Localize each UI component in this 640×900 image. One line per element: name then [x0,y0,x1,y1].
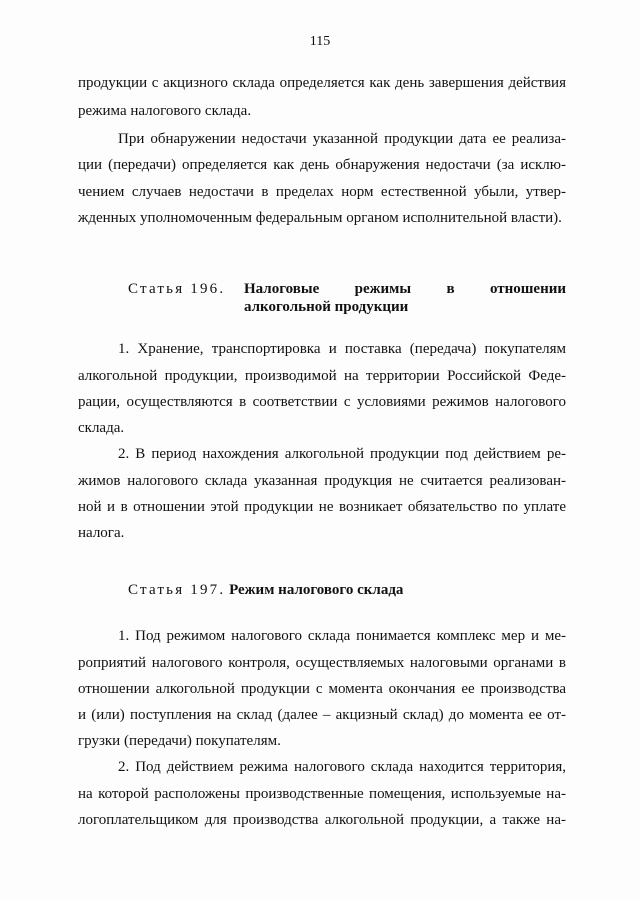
body-text-line: грузки (передачи) покупателям. [78,733,281,749]
body-text-line: 1. Хранение, транспортировка и поставка (передача) покупателям [118,341,566,357]
article-196-title-word: Налоговые [244,281,320,297]
body-text-line: рации, осуществляются в соответствии с условиями режимов налогового [78,394,566,410]
body-text-line: и (или) поступления на склад (далее – акцизный склад) до момента ее от- [78,707,566,723]
body-text-line: роприятий налогового контроля, осуществляемых налоговыми органами в [78,655,566,671]
article-196-label: Статья 196. [128,281,226,297]
article-196-title-word: отношении [489,281,566,297]
body-text-line: 2. В период нахождения алкогольной продукции под действием ре- [118,446,566,462]
body-text-line: на которой расположены производственные помещения, используемые на- [78,786,566,802]
body-text-line: ной и в отношении этой продукции не возникает обязательство по уплате [78,499,566,515]
body-text-line: налога. [78,525,125,541]
body-text-line: 2. Под действием режима налогового склада находится территория, [118,759,566,775]
article-196-title-word: в [446,281,455,297]
body-text-line: При обнаружении недостачи указанной продукции дата ее реализа- [118,131,566,147]
body-text-line: жимов налогового склада указанная продукция не считается реализован- [78,473,566,489]
article-196-title-line2: алкогольной продукции [244,299,409,315]
body-text-line: 1. Под режимом налогового склада понимается комплекс мер и ме- [118,628,566,644]
article-197-heading [128,581,566,599]
article-197-label: Статья 197. [128,582,226,598]
body-text-line: склада. [78,420,125,436]
article-197-title: Режим налогового склада [229,582,404,598]
article-196-heading [128,280,566,298]
body-text-line: продукции с акцизного склада определяется как день завершения действия [78,75,566,91]
body-text-line: отношении алкогольной продукции с момента окончания ее производства [78,681,566,697]
article-196-title [244,280,566,298]
body-text-line: логоплательщиком для производства алкогольной продукции, а также на- [78,812,566,828]
body-text-line: алкогольной продукции, производимой на территории Российской Феде- [78,368,566,384]
body-text-line: режима налогового склада. [78,103,252,119]
page-number: 115 [309,34,331,49]
body-text-line: жденных уполномоченным федеральным органом исполнительной власти). [78,210,562,226]
article-196-title-word: режимы [354,281,412,297]
body-text-line: ции (передачи) определяется как день обнаружения недостачи (за исклю- [78,157,566,173]
body-text-line: чением случаев недостачи в пределах норм естественной убыли, утвер- [78,184,566,200]
